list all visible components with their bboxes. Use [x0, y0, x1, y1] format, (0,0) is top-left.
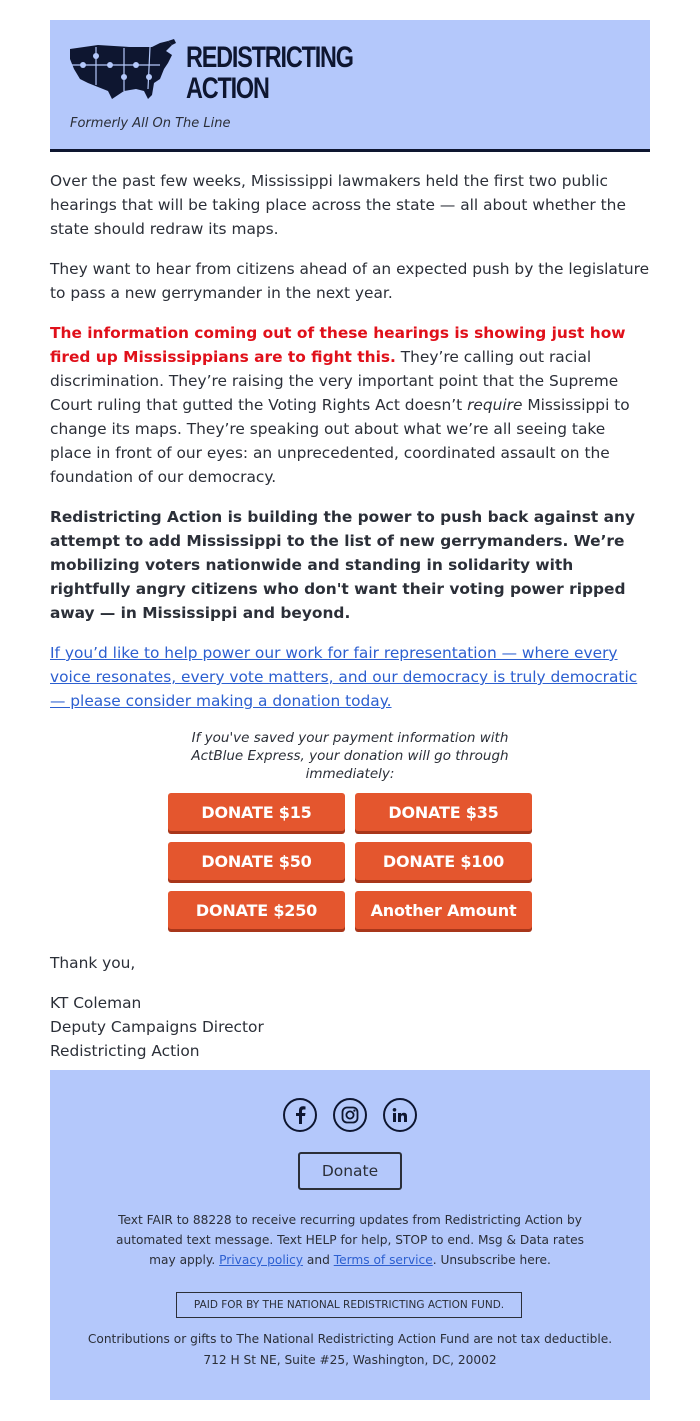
signer-org: Redistricting Action: [50, 1042, 200, 1060]
brand-line-1: REDISTRICTING: [186, 41, 353, 74]
paragraph-2: They want to hear from citizens ahead of an expected push by the legislature to pass a new gerrymander in the next year.: [50, 260, 650, 302]
donate-other-amount-button[interactable]: Another Amount: [355, 891, 532, 929]
donate-35-button[interactable]: DONATE $35: [355, 793, 532, 831]
paragraph-3-text-a: They’re calling out racial discrimination. They’re raising the very important point that the Supreme Court ruling that gutted the Voting Rights Act doesn’t: [50, 348, 619, 414]
formerly-tagline: Formerly All On The Line: [70, 116, 231, 131]
terms-of-service-link[interactable]: Terms of service: [333, 1253, 433, 1267]
paragraph-3: [50, 321, 650, 489]
email-body: [50, 152, 650, 713]
donate-50-button[interactable]: DONATE $50: [168, 842, 345, 880]
contribution-line: Contributions or gifts to The National Redistricting Action Fund are not tax deductible.: [87, 1332, 613, 1346]
donation-link[interactable]: If you’d like to help power our work for fair representation — where every voice resonates, every vote matters, and our democracy is truly democratic — please consider making a donation today.: [50, 644, 638, 710]
email-container: [50, 20, 650, 1063]
donate-250-button[interactable]: DONATE $250: [168, 891, 345, 929]
instagram-icon[interactable]: [333, 1098, 367, 1132]
footer-donate-button[interactable]: Donate: [298, 1152, 402, 1190]
paragraph-5: [50, 641, 650, 713]
paid-for-disclaimer: PAID FOR BY THE NATIONAL REDISTRICTING ACTION FUND.: [176, 1292, 522, 1318]
social-links: [50, 1098, 650, 1132]
email-header: [50, 20, 650, 152]
emphasis-require: require: [467, 396, 523, 414]
privacy-policy-link[interactable]: Privacy policy: [219, 1253, 304, 1267]
and-text: and: [303, 1253, 334, 1267]
sms-disclaimer: [110, 1210, 590, 1270]
paragraph-1: Over the past few weeks, Mississippi lawmakers held the first two public hearings that will be taking place across the state — all about whether the state should redraw its maps.: [50, 172, 626, 238]
contribution-disclaimer: [70, 1329, 630, 1371]
sms-text-a: Text FAIR to 88228 to receive recurring updates from Redistricting Action by automated text message. Text HELP for help, STOP to end. Msg & Data rates may apply.: [116, 1213, 584, 1267]
highlight-text: The information coming out of these hearings is showing just how fired up Mississippians are to fight this.: [50, 324, 626, 366]
thank-you: Thank you,: [50, 954, 136, 972]
us-map-puzzle-icon: [68, 39, 178, 105]
brand-line-2: ACTION: [186, 72, 269, 105]
signoff: [50, 951, 650, 1063]
donate-15-button[interactable]: DONATE $15: [168, 793, 345, 831]
brand-wordmark[interactable]: [186, 42, 353, 104]
paragraph-4: Redistricting Action is building the power to push back against any attempt to add Mississippi to the list of new gerrymanders. We’re mobilizing voters nationwide and standing in solidarity with rightfully angry citizens who don't want their voting power ripped away — in Mississippi and beyond.: [50, 508, 635, 622]
sms-text-b: . Unsubscribe here.: [432, 1253, 551, 1267]
actblue-express-note: If you've saved your payment information with ActBlue Express, your donation will go through immediately:: [191, 730, 509, 782]
paragraph-3-text-b: Mississippi to change its maps. They’re speaking out about what we’re all seeing take place in front of our eyes: an unprecedented, coordinated assault on the foundation of our democracy.: [50, 396, 630, 486]
mailing-address: 712 H St NE, Suite #25, Washington, DC, 20002: [203, 1353, 497, 1367]
facebook-icon[interactable]: [283, 1098, 317, 1132]
signer-name: KT Coleman: [50, 994, 142, 1012]
donate-100-button[interactable]: DONATE $100: [355, 842, 532, 880]
signer-title: Deputy Campaigns Director: [50, 1018, 264, 1036]
donate-button-grid: [168, 793, 532, 929]
email-footer: [50, 1070, 650, 1400]
linkedin-icon[interactable]: [383, 1098, 417, 1132]
